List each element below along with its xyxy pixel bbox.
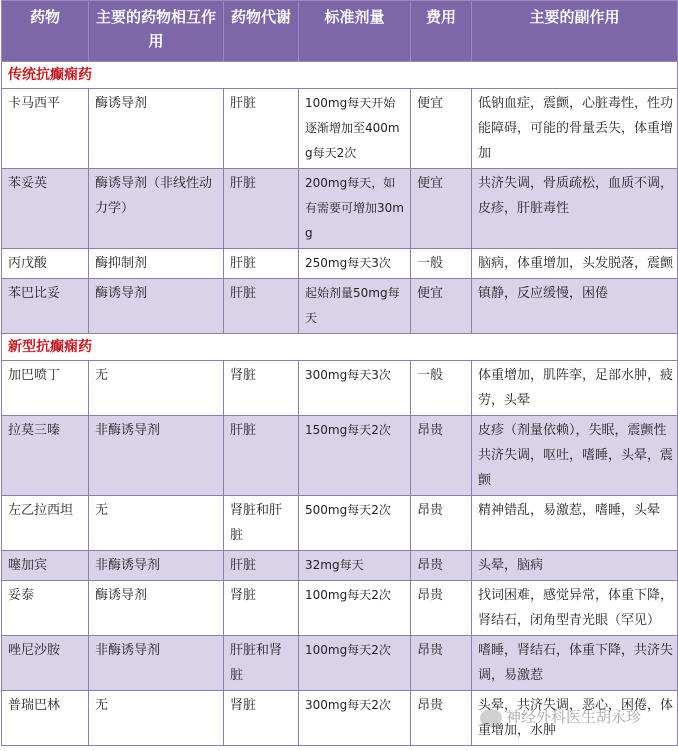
cost-cell: 昂贵: [411, 581, 472, 636]
table-row: [2, 279, 678, 334]
interaction-cell: 酶诱导剂: [89, 581, 224, 636]
table-row: [2, 169, 678, 249]
side-effects-cell: 皮疹（剂量依赖），失眠，震颤性共济失调，呕吐，嗜睡，头晕，震颤: [472, 416, 678, 496]
cost-cell: 昂贵: [411, 496, 472, 551]
cost-cell: 昂贵: [411, 416, 472, 496]
table-row: [2, 361, 678, 416]
dose-cell: 250mg每天3次: [299, 249, 411, 279]
table-row: [2, 636, 678, 691]
dose-cell: 200mg每天，如有需要可增加30mg: [299, 169, 411, 249]
section-row: [2, 62, 678, 89]
header-interaction: 主要的药物相互作用: [89, 1, 224, 62]
drug-table: [1, 0, 678, 746]
dose-cell: 100mg每天开始逐渐增加至400mg每天2次: [299, 89, 411, 169]
drug-name-cell: 噻加宾: [2, 551, 89, 581]
dose-cell: 300mg每天2次: [299, 691, 411, 746]
dose-cell: 100mg每天2次: [299, 636, 411, 691]
side-effects-cell: 精神错乱，易激惹，嗜睡，头晕: [472, 496, 678, 551]
interaction-cell: 酶诱导剂: [89, 279, 224, 334]
interaction-cell: 非酶诱导剂: [89, 416, 224, 496]
interaction-cell: 无: [89, 361, 224, 416]
table-row: [2, 551, 678, 581]
header-metabolism: 药物代谢: [224, 1, 299, 62]
side-effects-cell: 找词困难，感觉异常，体重下降，肾结石，闭角型青光眼（罕见）: [472, 581, 678, 636]
metabolism-cell: 肝脏: [224, 551, 299, 581]
table-row: [2, 496, 678, 551]
cost-cell: 一般: [411, 361, 472, 416]
cost-cell: 昂贵: [411, 691, 472, 746]
cost-cell: 昂贵: [411, 551, 472, 581]
interaction-cell: 无: [89, 691, 224, 746]
side-effects-cell: 共济失调，骨质疏松，血质不调，皮疹，肝脏毒性: [472, 169, 678, 249]
drug-name-cell: 左乙拉西坦: [2, 496, 89, 551]
metabolism-cell: 肾脏和肝脏: [224, 496, 299, 551]
interaction-cell: 酶诱导剂（非线性动力学）: [89, 169, 224, 249]
drug-name-cell: 苯妥英: [2, 169, 89, 249]
dose-cell: 100mg每天2次: [299, 581, 411, 636]
side-effects-cell: 体重增加，肌阵挛，足部水肿，疲劳，头晕: [472, 361, 678, 416]
cost-cell: 昂贵: [411, 636, 472, 691]
interaction-cell: 酶抑制剂: [89, 249, 224, 279]
drug-name-cell: 普瑞巴林: [2, 691, 89, 746]
dose-cell: 32mg每天: [299, 551, 411, 581]
side-effects-cell: 头晕，脑病: [472, 551, 678, 581]
metabolism-cell: 肝脏: [224, 169, 299, 249]
interaction-cell: 无: [89, 496, 224, 551]
metabolism-cell: 肝脏: [224, 89, 299, 169]
header-cost: 费用: [411, 1, 472, 62]
interaction-cell: 酶诱导剂: [89, 89, 224, 169]
metabolism-cell: 肾脏: [224, 691, 299, 746]
metabolism-cell: 肾脏: [224, 581, 299, 636]
header-dose: 标准剂量: [299, 1, 411, 62]
table-row: [2, 416, 678, 496]
dose-cell: 起始剂量50mg每天: [299, 279, 411, 334]
section-title: 新型抗癫痫药: [2, 334, 678, 361]
side-effects-cell: 头晕，共济失调，恶心，困倦，体重增加，水肿: [472, 691, 678, 746]
drug-name-cell: 唑尼沙胺: [2, 636, 89, 691]
section-row: [2, 334, 678, 361]
table-row: [2, 691, 678, 746]
interaction-cell: 非酶诱导剂: [89, 636, 224, 691]
table-row: [2, 249, 678, 279]
metabolism-cell: 肝脏: [224, 416, 299, 496]
dose-cell: 300mg每天3次: [299, 361, 411, 416]
side-effects-cell: 嗜睡，肾结石，体重下降，共济失调，易激惹: [472, 636, 678, 691]
dose-cell: 500mg每天2次: [299, 496, 411, 551]
side-effects-cell: 镇静，反应缓慢，困倦: [472, 279, 678, 334]
cost-cell: 便宜: [411, 279, 472, 334]
metabolism-cell: 肝脏: [224, 249, 299, 279]
drug-name-cell: 拉莫三嗪: [2, 416, 89, 496]
table-row: [2, 581, 678, 636]
metabolism-cell: 肝脏和肾脏: [224, 636, 299, 691]
metabolism-cell: 肝脏: [224, 279, 299, 334]
dose-cell: 150mg每天2次: [299, 416, 411, 496]
side-effects-cell: 脑病，体重增加，头发脱落，震颤: [472, 249, 678, 279]
table-row: [2, 89, 678, 169]
drug-name-cell: 卡马西平: [2, 89, 89, 169]
header-drug: 药物: [2, 1, 89, 62]
cost-cell: 便宜: [411, 89, 472, 169]
header-row: [2, 1, 678, 62]
drug-name-cell: 妥泰: [2, 581, 89, 636]
interaction-cell: 非酶诱导剂: [89, 551, 224, 581]
drug-name-cell: 苯巴比妥: [2, 279, 89, 334]
header-side-effects: 主要的副作用: [472, 1, 678, 62]
section-title: 传统抗癫痫药: [2, 62, 678, 89]
drug-name-cell: 丙戊酸: [2, 249, 89, 279]
watermark-text: 神经外科医生胡永珍: [506, 708, 642, 726]
metabolism-cell: 肾脏: [224, 361, 299, 416]
side-effects-cell: 低钠血症，震颤，心脏毒性，性功能障碍，可能的骨量丢失，体重增加: [472, 89, 678, 169]
drug-name-cell: 加巴喷丁: [2, 361, 89, 416]
cost-cell: 一般: [411, 249, 472, 279]
cost-cell: 便宜: [411, 169, 472, 249]
